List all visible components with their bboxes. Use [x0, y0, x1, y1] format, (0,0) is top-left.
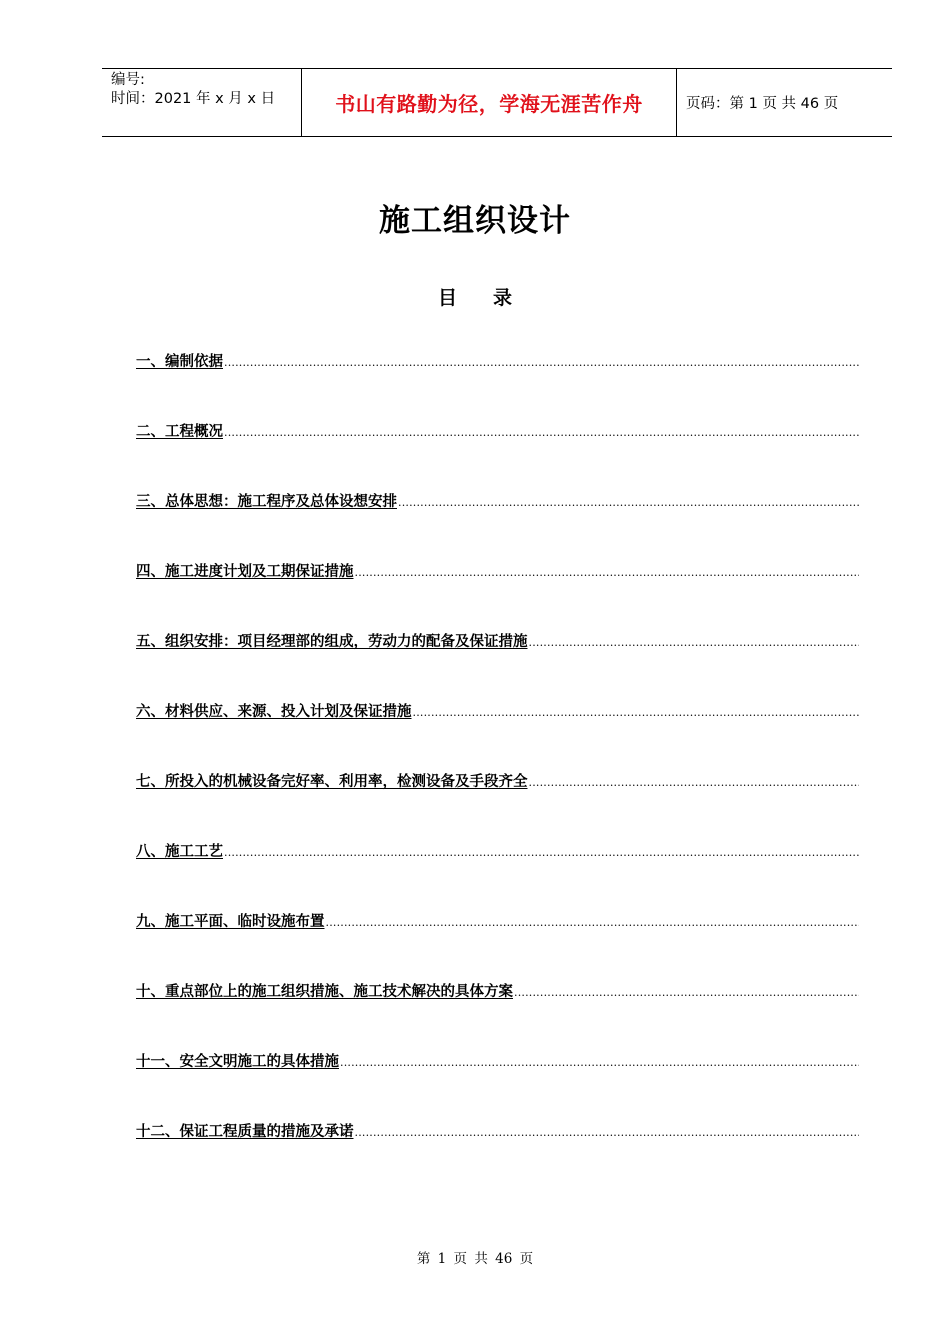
toc-leader [224, 356, 859, 369]
toc-entry-text[interactable]: 七、所投入的机械设备完好率、利用率，检测设备及手段齐全 [136, 773, 528, 790]
toc-entry[interactable] [136, 980, 859, 1050]
page-code: 页码：第 1 页 共 46 页 [686, 96, 839, 112]
toc-leader [326, 916, 860, 929]
page-footer: 第 1 页 共 46 页 [416, 1251, 534, 1267]
toc-entry-text[interactable]: 十二、保证工程质量的措施及承诺 [136, 1123, 354, 1140]
header-motto-cell [302, 69, 677, 136]
toc-entry-text[interactable]: 二、工程概况 [136, 423, 223, 440]
toc-entry-text[interactable]: 四、施工进度计划及工期保证措施 [136, 563, 354, 580]
toc-entry-text[interactable]: 六、材料供应、来源、投入计划及保证措施 [136, 703, 412, 720]
toc-entry[interactable] [136, 840, 859, 910]
toc-entry[interactable] [136, 630, 859, 700]
number-label: 编号: [111, 72, 145, 88]
toc-entry[interactable] [136, 420, 859, 490]
toc-leader [514, 986, 859, 999]
toc-entry-text[interactable]: 九、施工平面、临时设施布置 [136, 913, 325, 930]
toc-heading [0, 283, 950, 310]
motto-text: 书山有路勤为径，学海无涯苦作舟 [335, 92, 643, 116]
table-of-contents [136, 350, 859, 1190]
document-title: 施工组织设计 [379, 203, 571, 239]
time-label: 时间：2021 年 x 月 x 日 [111, 91, 276, 107]
toc-entry-text[interactable]: 八、施工工艺 [136, 843, 223, 860]
toc-entry[interactable] [136, 1120, 859, 1190]
toc-leader [224, 846, 859, 859]
toc-entry[interactable] [136, 770, 859, 840]
toc-leader [355, 1126, 860, 1139]
toc-leader [398, 496, 859, 509]
toc-heading-char-2: 录 [493, 287, 513, 309]
toc-entry[interactable] [136, 560, 859, 630]
toc-entry[interactable] [136, 350, 859, 420]
toc-heading-char-1: 目 [437, 287, 457, 309]
toc-leader [529, 776, 860, 789]
toc-entry[interactable] [136, 700, 859, 770]
toc-entry-text[interactable]: 一、编制依据 [136, 353, 223, 370]
toc-entry-text[interactable]: 十、重点部位上的施工组织措施、施工技术解决的具体方案 [136, 983, 513, 1000]
header-left-cell [102, 69, 302, 136]
toc-entry[interactable] [136, 490, 859, 560]
toc-leader [413, 706, 860, 719]
toc-entry-text[interactable]: 三、总体思想：施工程序及总体设想安排 [136, 493, 397, 510]
toc-leader [355, 566, 860, 579]
toc-entry[interactable] [136, 1050, 859, 1120]
toc-entry[interactable] [136, 910, 859, 980]
header-table [102, 68, 892, 137]
toc-leader [529, 636, 860, 649]
toc-leader [224, 426, 859, 439]
header-page-cell [677, 69, 892, 136]
toc-entry-text[interactable]: 十一、安全文明施工的具体措施 [136, 1053, 339, 1070]
toc-leader [340, 1056, 859, 1069]
toc-entry-text[interactable]: 五、组织安排：项目经理部的组成，劳动力的配备及保证措施 [136, 633, 528, 650]
